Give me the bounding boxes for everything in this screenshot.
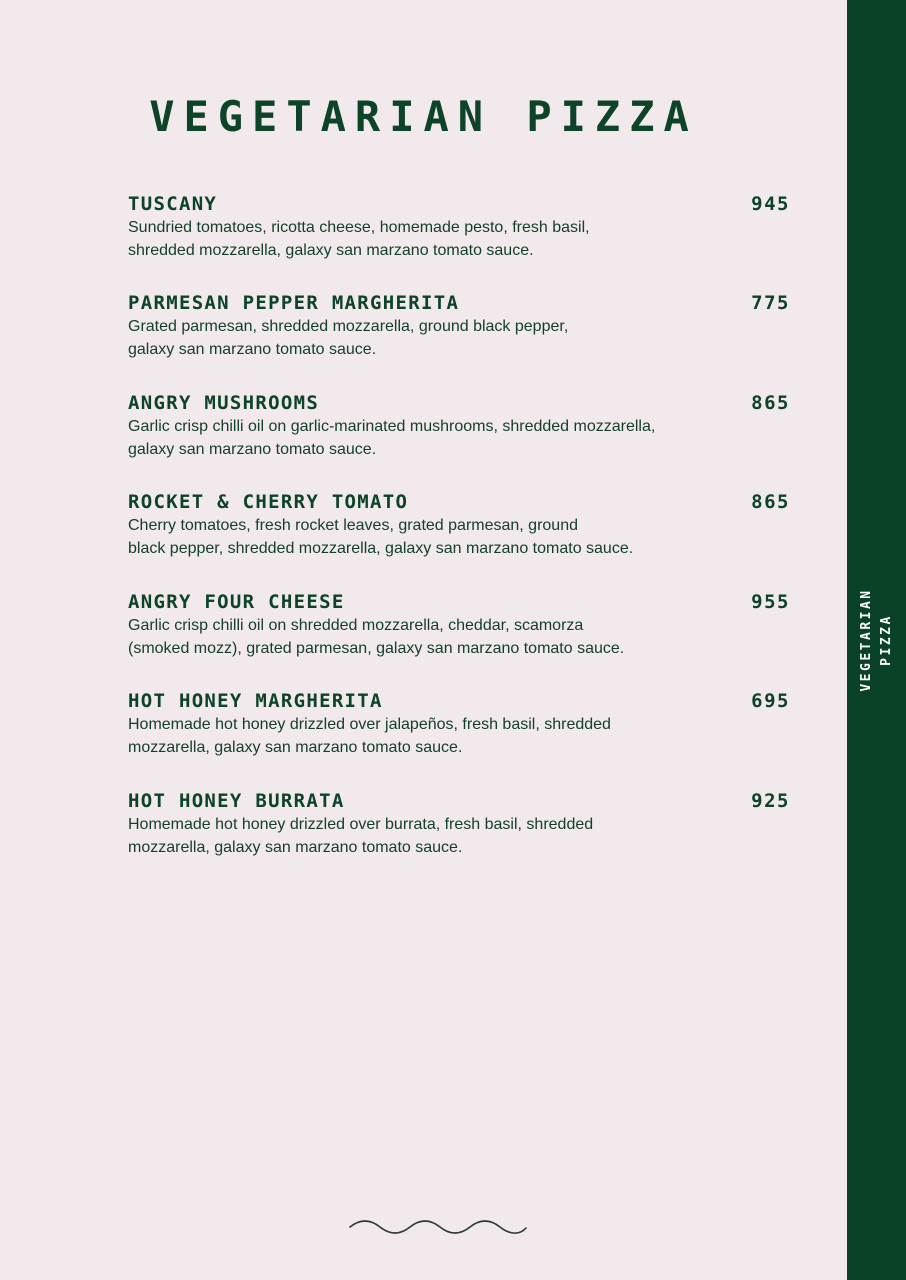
item-description-line: Garlic crisp chilli oil on garlic-marinated mushrooms, shredded mozzarella, <box>128 418 656 435</box>
item-description-line: mozzarella, galaxy san marzano tomato sauce. <box>128 839 463 856</box>
item-description-line: Sundried tomatoes, ricotta cheese, homemade pesto, fresh basil, <box>128 219 590 236</box>
sidebar-section-label <box>857 588 897 691</box>
item-description-line: Homemade hot honey drizzled over burrata, fresh basil, shredded <box>128 816 594 833</box>
wave-divider-icon <box>348 1217 528 1237</box>
item-description-line: Grated parmesan, shredded mozzarella, ground black pepper, <box>128 318 569 335</box>
item-name: TUSCANY <box>128 193 218 215</box>
item-price: 865 <box>751 491 790 513</box>
item-description <box>128 614 728 660</box>
item-name: HOT HONEY BURRATA <box>128 790 345 812</box>
item-description-line: mozzarella, galaxy san marzano tomato sauce. <box>128 739 463 756</box>
item-description <box>128 713 728 759</box>
sidebar-label-line: VEGETARIAN <box>858 588 874 692</box>
item-price: 695 <box>751 690 790 712</box>
item-description-line: Cherry tomatoes, fresh rocket leaves, grated parmesan, ground <box>128 517 578 534</box>
item-description <box>128 813 728 859</box>
item-name: ROCKET & CHERRY TOMATO <box>128 491 409 513</box>
item-description-line: galaxy san marzano tomato sauce. <box>128 441 377 458</box>
item-price: 955 <box>751 591 790 613</box>
item-name: HOT HONEY MARGHERITA <box>128 690 383 712</box>
item-description-line: Garlic crisp chilli oil on shredded mozzarella, cheddar, scamorza <box>128 617 584 634</box>
item-description <box>128 315 728 361</box>
item-description-line: shredded mozzarella, galaxy san marzano tomato sauce. <box>128 242 534 259</box>
item-price: 775 <box>751 292 790 314</box>
item-description-line: black pepper, shredded mozzarella, galaxy san marzano tomato sauce. <box>128 540 634 557</box>
item-description-line: Homemade hot honey drizzled over jalapeños, fresh basil, shredded <box>128 716 611 733</box>
item-name: PARMESAN PEPPER MARGHERITA <box>128 292 460 314</box>
item-description-line: galaxy san marzano tomato sauce. <box>128 341 377 358</box>
item-description <box>128 514 728 560</box>
item-name: ANGRY MUSHROOMS <box>128 392 320 414</box>
section-sidebar <box>847 0 906 1280</box>
item-description <box>128 216 728 262</box>
item-description-line: (smoked mozz), grated parmesan, galaxy san marzano tomato sauce. <box>128 640 625 657</box>
sidebar-label-line: PIZZA <box>878 614 894 666</box>
item-price: 945 <box>751 193 790 215</box>
page-title: VEGETARIAN PIZZA <box>149 92 698 141</box>
item-price: 865 <box>751 392 790 414</box>
item-name: ANGRY FOUR CHEESE <box>128 591 345 613</box>
item-price: 925 <box>751 790 790 812</box>
item-description <box>128 415 728 461</box>
